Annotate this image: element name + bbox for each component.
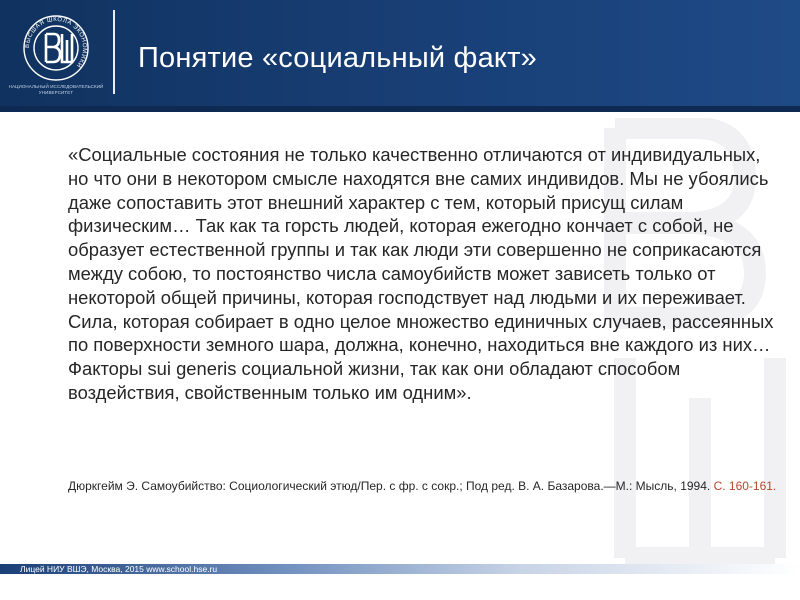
citation-pages: С. 160-161. [713,479,777,493]
logo-ring-text: ВЫСШАЯ ШКОЛА ЭКОНОМИКИ [24,16,88,69]
header-divider [113,10,115,94]
hse-emblem-icon [22,14,90,82]
page-title: Понятие «социальный факт» [138,42,537,74]
citation-source: Дюркгейм Э. Самоубийство: Социологический этюд/Пер. с фр. с сокр.; Под ред. В. А. Базарова.—М.: Мысль, 1994. [68,479,711,493]
durkheim-quote: «Социальные состояния не только качественно отличаются от индивидуальных, но что они в некотором смысле находятся вне самих индивидов. Мы не убоялись даже сопоставить этот внешний характер с тем, который присущ силам физическим… Так как та горсть людей, которая ежегодно кончает с собой, не образует естественной группы и так как люди эти совершенно не соприкасаются между собою, то постоянство числа самоубийств может зависеть только от некоторой общей причины, которая господствует над людьми и их переживает. Сила, которая собирает в одно целое множество единичных случаев, рассеянных по поверхности земного шара, должна, конечно, находиться вне каждого из них… Факторы sui generis социальной жизни, так как они обладают способом воздействия, свойственным только им одним». [68,144,774,403]
logo-caption: НАЦИОНАЛЬНЫЙ ИССЛЕДОВАТЕЛЬСКИЙ УНИВЕРСИТЕТ [8,84,104,95]
header-bar [0,0,800,112]
citation [68,478,780,494]
footer-text: Лицей НИУ ВШЭ, Москва, 2015 www.school.hse.ru [20,564,218,574]
